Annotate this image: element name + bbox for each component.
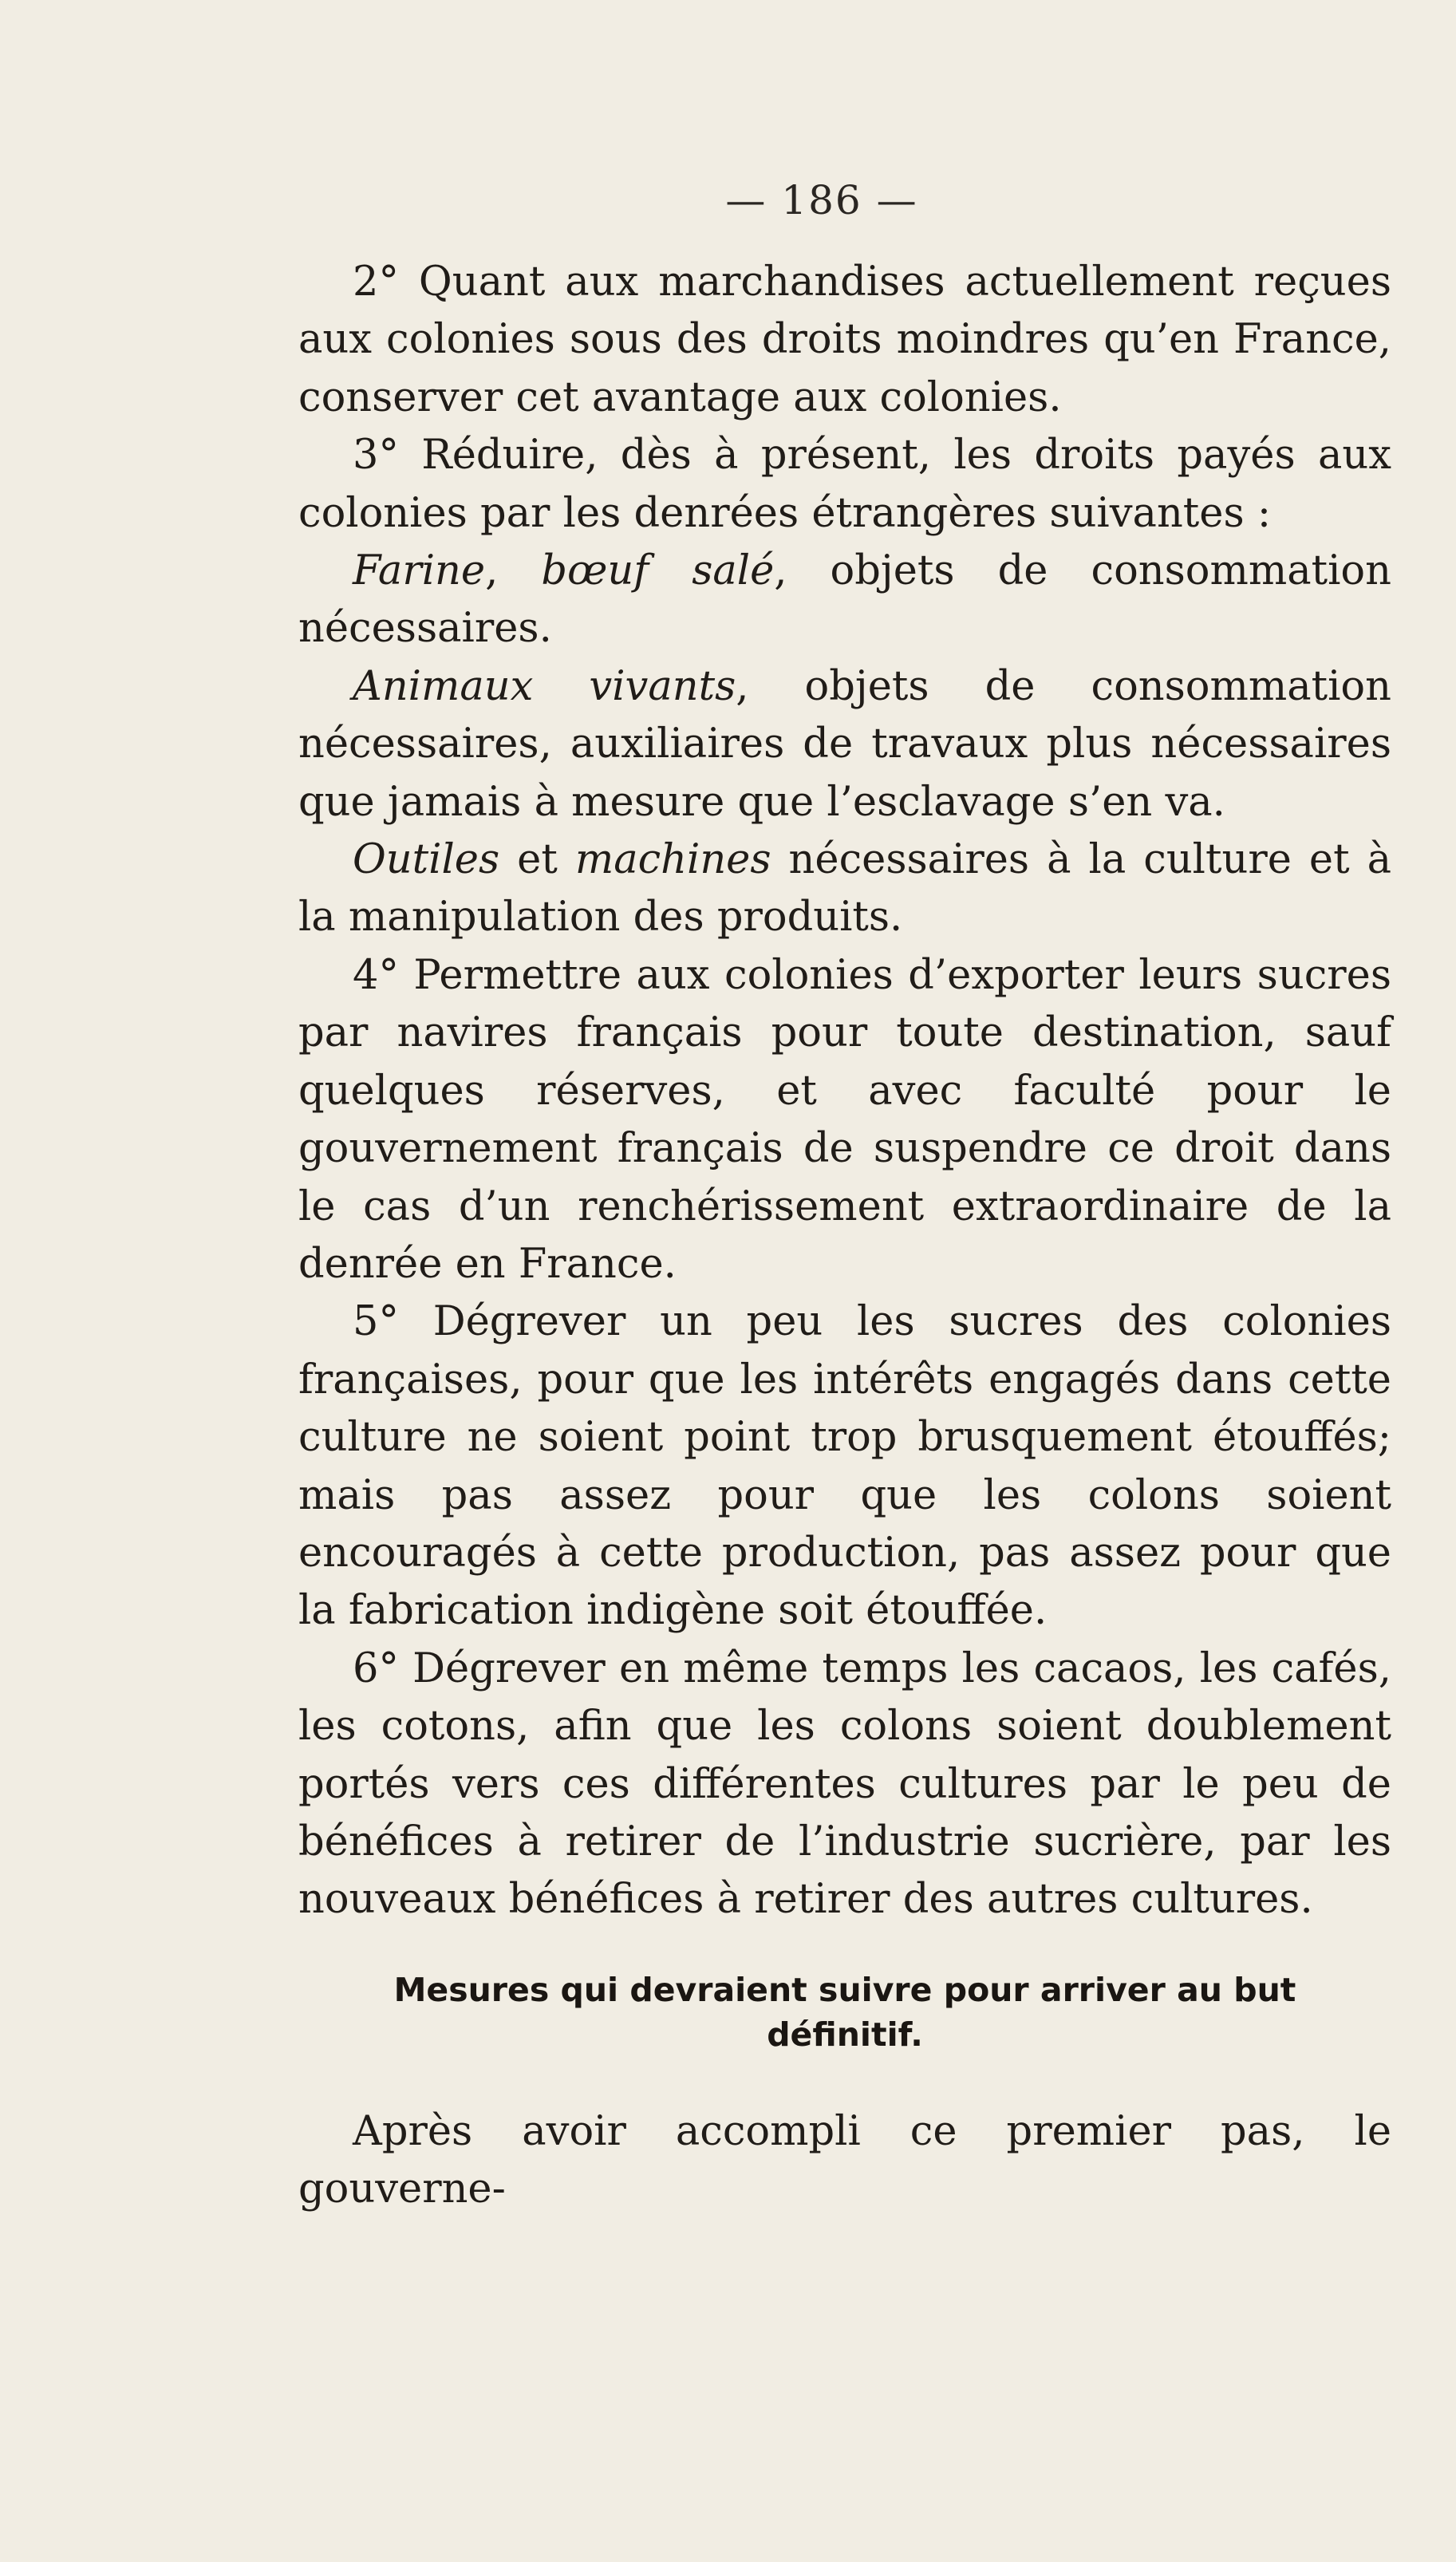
- paragraph-item-2: 2° Quant aux marchandises actuellement reçues aux colonies sous des droits moindres qu’en France, conserver cet avantage aux colonies.: [298, 259, 1391, 421]
- paragraph-item-4: 4° Permettre aux colonies d’exporter leurs sucres par navires français pour toute destination, sauf quelques réserves, et avec faculté pour le gouvernement français de suspendre ce droit dans le cas d’un renchérissement extraordinaire de la denrée en France.: [298, 951, 1391, 1288]
- paragraph-item-3: 3° Réduire, dès à présent, les droits payés aux colonies par les denrées étrangères suivantes :: [298, 432, 1391, 537]
- term-boeuf-sale: bœuf salé: [541, 547, 775, 595]
- section-heading-line-2: définitif.: [767, 2015, 923, 2054]
- term-farine: Farine: [353, 547, 486, 595]
- paragraph-text: nécessaires à la culture et à la manipulation des produits.: [298, 836, 1391, 942]
- separator: ,: [485, 547, 542, 595]
- paragraph-item-6: 6° Dégrever en même temps les cacaos, les cafés, les cotons, afin que les colons soient doublement portés vers ces différentes cultures par le peu de bénéfices à retirer de l’industrie sucrière, par les nouveaux bénéfices à retirer des autres cultures.: [298, 1644, 1391, 1924]
- term-animaux-vivants: Animaux vivants: [353, 662, 736, 710]
- paragraph-text: , objets de consommation nécessaires.: [298, 547, 1391, 653]
- paragraph-animaux: [298, 658, 1391, 831]
- paragraph-item-5: 5° Dégrever un peu les sucres des colonies françaises, pour que les intérêts engagés dans cette culture ne soient point trop brusquement étouffés; mais pas assez pour que les colons soient encouragés à cette production, pas assez pour que la fabrication indigène soit étouffée.: [298, 1298, 1391, 1635]
- term-outiles: Outiles: [353, 836, 500, 884]
- section-heading-line-1: Mesures qui devraient suivre pour arriver au but: [393, 1970, 1296, 2009]
- paragraph-farine: [298, 543, 1391, 658]
- closing-paragraph: Après avoir accompli ce premier pas, le gouverne-: [298, 2107, 1391, 2213]
- paragraph-text: , objets de consommation nécessaires, auxiliaires de travaux plus nécessaires que jamais à mesure que l’esclavage s’en va.: [298, 662, 1391, 826]
- term-machines: machines: [574, 836, 771, 884]
- conjunction: et: [499, 836, 575, 884]
- paragraph-outils: [298, 831, 1391, 947]
- body-text: [298, 254, 1391, 2219]
- section-heading: [298, 1968, 1391, 2057]
- page-number: — 186 —: [725, 177, 918, 223]
